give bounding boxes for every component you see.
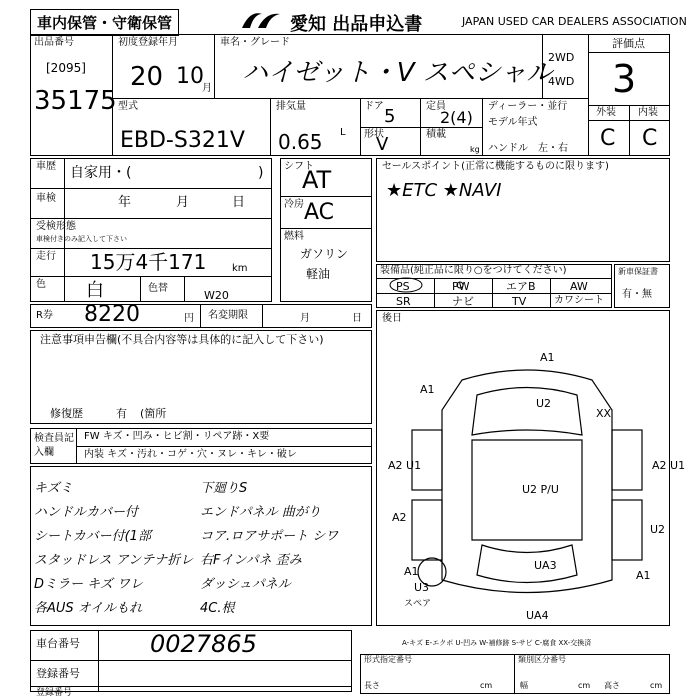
remark-right-2: コア.ロアサポート シワ — [200, 529, 339, 544]
capacity-value: 2(4) — [440, 108, 473, 127]
sales-point-block — [376, 158, 670, 262]
cm-1: cm — [480, 681, 493, 690]
fuel-gas: ガソリン — [300, 247, 349, 261]
damage-mark: A1 — [420, 383, 435, 396]
damage-mark: U2 — [536, 397, 552, 410]
displacement-unit: L — [340, 127, 346, 138]
inspection-day: 日 — [232, 195, 246, 210]
inspection-month: 月 — [176, 195, 190, 210]
exterior-score: C — [600, 126, 616, 151]
inspector-row2: 内装 キズ・汚れ・コゲ・穴・ヌレ・キレ・破レ — [84, 449, 297, 460]
recycle-unit: 円 — [184, 313, 194, 324]
aircon-label: 冷房 — [284, 199, 304, 210]
name-change-label: 名変期限 — [208, 310, 248, 321]
length-label: 長さ — [364, 681, 380, 690]
remark-right-4: ダッシュパネル — [200, 577, 291, 592]
model-label: 車名・グレード — [220, 37, 290, 48]
repair-value: 有 — [116, 407, 127, 420]
damage-mark: U2 — [650, 523, 666, 536]
dealer-label: ディーラー・並行 — [488, 101, 568, 112]
damage-mark: XX — [596, 407, 612, 420]
equip-circles — [384, 276, 464, 294]
equipment-label: 装備品(純正品に限り○をつけてください) — [380, 265, 567, 276]
receive-label: 受検形態 — [36, 221, 76, 232]
model-year-label: モデル年式 — [488, 117, 538, 128]
shape-value: V — [376, 134, 389, 155]
damage-mark: A1 — [636, 569, 651, 582]
width-label: 幅 — [520, 681, 528, 690]
title-en: JAPAN USED CAR DEALERS ASSOCIATION — [462, 15, 687, 28]
score-value: 3 — [612, 57, 637, 101]
remark-left-2: シートカバー付(1部 — [34, 529, 151, 544]
recycle-label: R券 — [36, 310, 53, 321]
recycle-row — [30, 304, 372, 328]
color-value: 白 — [86, 280, 104, 301]
notes-label: 注意事項申告欄(不具合内容等は具体的に記入して下さい) — [40, 333, 324, 346]
remark-left-1: ハンドルカバー付 — [34, 505, 139, 520]
remark-right-1: エンドパネル 曲がり — [200, 505, 321, 520]
remark-left-3: スタッドレス アンテナ折レ — [34, 553, 194, 568]
inspection-label: 車検 — [36, 193, 56, 204]
cm-3: cm — [650, 681, 663, 690]
history-label: 車歴 — [36, 161, 56, 172]
title-jp: 愛知 出品申込書 — [290, 14, 423, 35]
drive-4wd: 4WD — [548, 75, 575, 88]
mileage-unit: km — [232, 263, 248, 274]
inspector-row1: FW キズ・凹み・ヒビ割・リペア跡・X要 — [84, 431, 270, 442]
doors-label: ドア — [364, 101, 384, 112]
damage-mark: UA4 — [526, 609, 549, 622]
damage-mark: A1 — [540, 351, 555, 364]
equip-aw: AW — [570, 280, 588, 293]
mileage-value: 15万4千171 — [90, 250, 207, 274]
handle-label: ハンドル — [488, 143, 528, 154]
damage-mark: A1 — [404, 565, 419, 578]
shift-label: シフト — [284, 161, 314, 172]
shift-value: AT — [302, 166, 332, 194]
interior-score: C — [642, 126, 658, 151]
recycle-value: 8220 — [84, 302, 140, 327]
lot-code: [2095] — [46, 61, 86, 75]
receive-note: 車検付きのみ記入して下さい — [36, 235, 127, 243]
damage-mark: UA3 — [534, 559, 557, 572]
score-label: 評価点 — [612, 37, 645, 50]
equip-sr: SR — [396, 295, 411, 308]
repair-place: (箇所 — [140, 407, 167, 420]
ju-logo — [240, 8, 284, 32]
load-label: 積載 — [426, 129, 446, 140]
model-value: ハイゼット・V スペシャル — [242, 58, 553, 88]
damage-mark: A2 U1 — [388, 459, 422, 472]
doors-value: 5 — [384, 106, 396, 127]
chassis-label: 車台番号 — [36, 637, 80, 650]
fuel-diesel: 軽油 — [306, 267, 331, 281]
equip-ps: PS — [396, 280, 410, 293]
remark-left-4: Dミラー キズ ワレ — [34, 577, 144, 592]
handle-options: 左・右 — [538, 143, 568, 154]
name-change-month: 月 — [300, 313, 310, 324]
damage-mark: A2 — [392, 511, 407, 524]
mileage-label: 走行 — [36, 251, 56, 262]
type-label: 型式 — [118, 101, 138, 112]
remark-right-0: 下廻りS — [200, 481, 248, 496]
color-swap-label: 色替 — [148, 283, 168, 294]
repair-label: 修復歴 — [50, 407, 83, 420]
cm-2: cm — [578, 681, 591, 690]
inspection-year: 年 — [118, 195, 132, 210]
capacity-label: 定員 — [426, 101, 446, 112]
remark-right-3: 右Fインパネ 歪み — [200, 553, 302, 568]
storage-label: 車内保管・守衛保管 — [30, 9, 179, 36]
height-label: 高さ — [604, 681, 620, 690]
damage-mark: A2 U1 — [652, 459, 686, 472]
damage-mark: U2 P/U — [522, 483, 559, 496]
reg-label-3: 登録番号 — [36, 688, 73, 698]
equip-tv: TV — [512, 295, 527, 308]
displacement-label: 排気量 — [276, 101, 306, 112]
new-car-label: 新車保証書 — [618, 267, 658, 276]
equip-pw: PW — [452, 280, 470, 293]
remark-right-5: 4C.根 — [200, 601, 235, 616]
form-label: 形式指定番号 — [364, 655, 412, 664]
first-reg-month-unit: 月 — [202, 83, 212, 94]
load-unit: kg — [470, 145, 480, 154]
new-car-options: 有・無 — [622, 289, 652, 300]
equip-seat: カワシート — [554, 295, 604, 306]
color-label: 色 — [36, 279, 46, 290]
spare-label: スペア — [404, 599, 432, 609]
history-close: ) — [258, 165, 264, 181]
color-code: W20 — [204, 289, 229, 302]
class-label: 類別区分番号 — [518, 655, 566, 664]
exterior-label: 外装 — [596, 107, 616, 118]
equip-navi: ナビ — [452, 295, 474, 308]
reg-label: 登録番号 — [36, 667, 80, 680]
damage-mark: U3 — [414, 581, 430, 594]
first-reg-year: 20 — [130, 62, 164, 92]
equip-airbag: エアB — [506, 280, 536, 293]
remark-left-0: キズミ — [34, 481, 73, 496]
first-reg-label: 初度登録年月 — [118, 37, 178, 48]
chassis-value: 0027865 — [150, 630, 257, 658]
after-fit-label: 後日 — [382, 313, 402, 324]
inspector-label: 検査員記入欄 — [34, 433, 74, 458]
lot-number: 35175 — [34, 86, 117, 116]
sales-point-label: セールスポイント(正常に機能するものに限ります) — [382, 161, 609, 172]
history-value: 自家用・( — [70, 165, 132, 181]
legend: A-キズ E-エクボ U-凹み W-補修跡 S-サビ C-腐食 XX-交換済 — [402, 639, 592, 647]
lot-label: 出品番号 — [34, 37, 74, 48]
interior-label: 内装 — [638, 107, 658, 118]
displacement-value: 0.65 — [278, 130, 323, 154]
first-reg-month: 10 — [176, 64, 204, 89]
name-change-day: 日 — [352, 313, 362, 324]
remark-left-5: 各AUS オイルもれ — [34, 601, 143, 616]
fuel-label: 燃料 — [284, 231, 304, 242]
shape-label: 形状 — [364, 129, 384, 140]
drive-2wd: 2WD — [548, 51, 575, 64]
aircon-value: AC — [304, 200, 335, 225]
type-value: EBD-S321V — [120, 128, 245, 153]
sales-point-value: ★ETC ★NAVI — [386, 180, 502, 201]
